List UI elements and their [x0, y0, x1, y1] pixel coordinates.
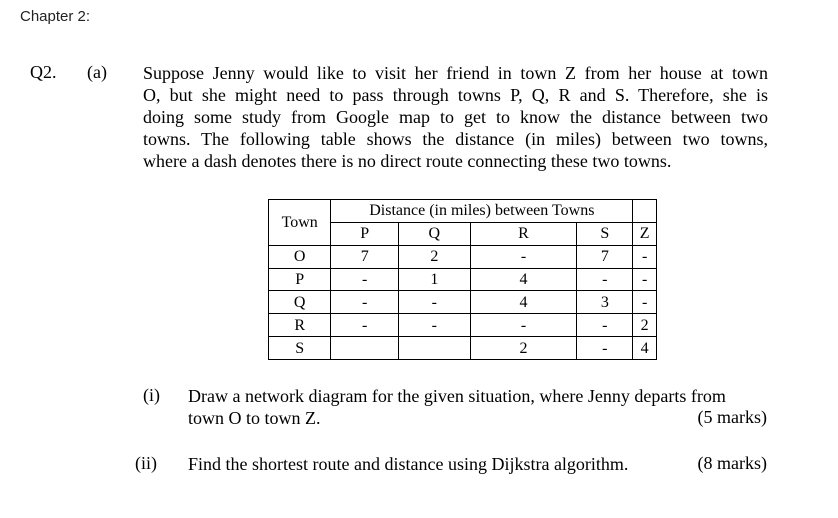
table-cell: - — [331, 314, 399, 337]
table-header-row — [269, 200, 657, 223]
row-town: Q — [269, 291, 331, 314]
table-cell: - — [331, 268, 399, 291]
table-cell: - — [577, 337, 633, 360]
row-town: P — [269, 268, 331, 291]
chapter-heading: Chapter 2: — [20, 8, 91, 25]
column-header: Z — [633, 222, 657, 245]
distance-table — [268, 199, 657, 360]
paragraph-line: towns. The following table shows the distance (in miles) between two towns, — [143, 129, 768, 149]
table-cell: 3 — [577, 291, 633, 314]
subquestion-text: town O to town Z. — [188, 408, 321, 428]
table-row — [269, 245, 657, 268]
question-number: Q2. — [30, 62, 57, 82]
table-row — [269, 268, 657, 291]
table-cell: - — [470, 314, 577, 337]
table-cell: 2 — [470, 337, 577, 360]
paragraph-line: O, but she might need to pass through towns P, Q, R and S. Therefore, she is — [143, 85, 768, 105]
table-row — [269, 337, 657, 360]
table-cell: - — [577, 314, 633, 337]
column-header: Q — [399, 222, 471, 245]
subquestion-label: (ii) — [135, 453, 157, 473]
table-cell: - — [633, 291, 657, 314]
column-header: P — [331, 222, 399, 245]
table-row — [269, 291, 657, 314]
town-header: Town — [269, 200, 331, 246]
table-cell: - — [331, 291, 399, 314]
row-town: R — [269, 314, 331, 337]
table-cell: 4 — [470, 268, 577, 291]
table-row — [269, 314, 657, 337]
table-cell: 7 — [331, 245, 399, 268]
question-part-label: (a) — [87, 62, 107, 82]
paragraph-line: where a dash denotes there is no direct route connecting these two towns. — [143, 151, 672, 171]
column-header: S — [577, 222, 633, 245]
column-header: R — [470, 222, 577, 245]
row-town: S — [269, 337, 331, 360]
paragraph-line: Suppose Jenny would like to visit her friend in town Z from her house at town — [143, 63, 768, 83]
table-cell: 2 — [399, 245, 471, 268]
table-cell: - — [633, 245, 657, 268]
table-cell: 1 — [399, 268, 471, 291]
table-cell: - — [399, 314, 471, 337]
question-paragraph — [143, 62, 768, 172]
table-cell — [399, 337, 471, 360]
header-blank-cell — [633, 200, 657, 223]
table-cell: 2 — [633, 314, 657, 337]
table-cell: 4 — [633, 337, 657, 360]
table-cell: - — [633, 268, 657, 291]
paragraph-line: doing some study from Google map to get to know the distance between two — [143, 107, 768, 127]
table-cell: - — [470, 245, 577, 268]
table-cell: - — [399, 291, 471, 314]
subquestion-text: Find the shortest route and distance using Dijkstra algorithm. — [188, 454, 629, 474]
table-cell: 7 — [577, 245, 633, 268]
distance-header: Distance (in miles) between Towns — [331, 200, 633, 223]
table-cell — [331, 337, 399, 360]
marks-label: (8 marks) — [697, 453, 767, 473]
marks-label: (5 marks) — [697, 407, 767, 427]
table-cell: - — [577, 268, 633, 291]
subquestion-label: (i) — [143, 385, 160, 405]
row-town: O — [269, 245, 331, 268]
table-cell: 4 — [470, 291, 577, 314]
subquestion-text: Draw a network diagram for the given situation, where Jenny departs from — [188, 386, 726, 406]
